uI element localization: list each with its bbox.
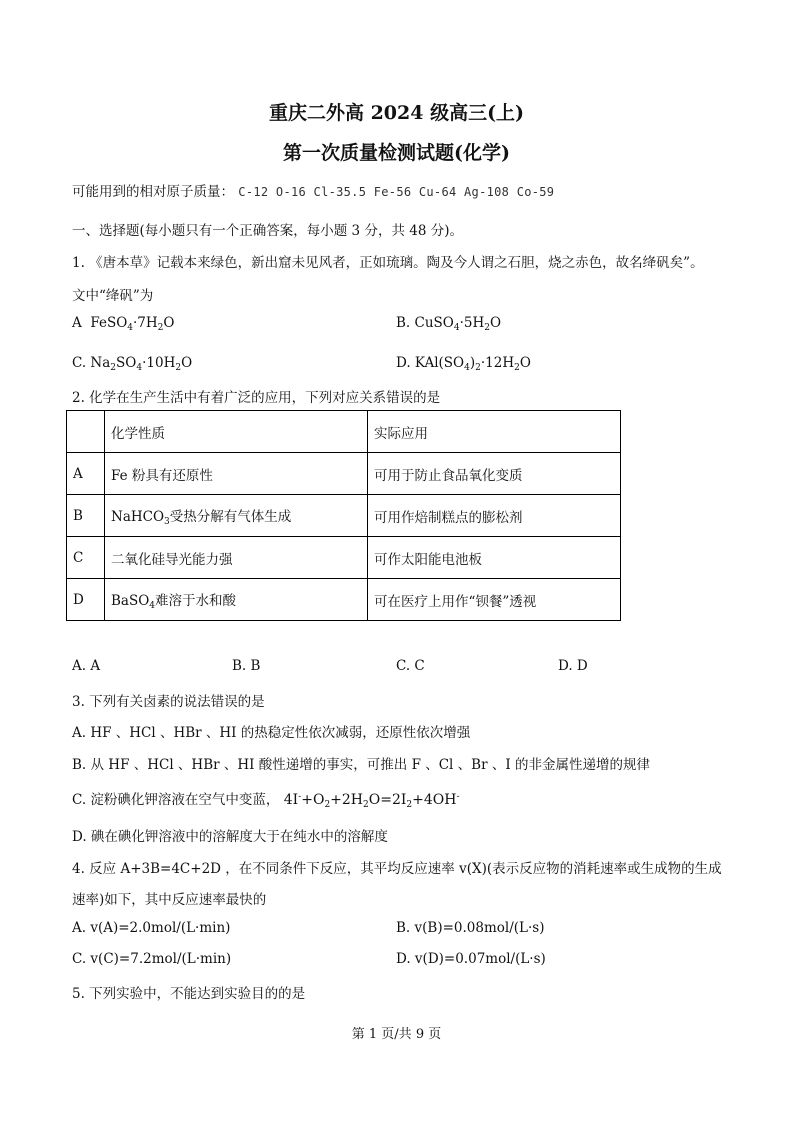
q1-option-a: A $FeSO_4\cdot 7H_2O$	[72, 315, 175, 333]
q3-option-d: D. 碘在碘化钾溶液中的溶解度大于在纯水中的溶解度	[72, 829, 388, 845]
q3-equation: $4I^-+O_2+2H_2O=2I_2+4OH^-$	[283, 792, 460, 810]
q2-option-b: B. B	[232, 658, 261, 674]
row-property: Fe 粉具有还原性	[105, 453, 368, 495]
q4-text: 4. 反应 A+3B=4C+2D ，在不同条件下反应，其平均反应速率 v(X)(表示反应物的消耗速率或生成物的生成	[72, 861, 722, 877]
q5-text: 5. 下列实验中，不能达到实验目的的是	[72, 986, 306, 1002]
q1-option-a-label: A	[72, 315, 82, 331]
section-heading: 一、选择题(每小题只有一个正确答案，每小题 3 分，共 48 分)。	[72, 223, 463, 239]
row-key: B	[67, 495, 105, 537]
table-row	[67, 495, 621, 537]
table-header-cell: 化学性质	[105, 411, 368, 453]
row-application: 可在医疗上用作“钡餐”透视	[368, 579, 621, 621]
row-application: 可用于防止食品氧化变质	[368, 453, 621, 495]
q1-option-b-label: B.	[396, 315, 411, 331]
property-text: 难溶于水和酸	[155, 592, 237, 609]
q3-option-b: B. 从 HF 、HCl 、HBr 、HI 酸性递增的事实，可推出 F 、Cl 、Br 、I 的非金属性递增的规律	[72, 757, 650, 773]
q3-option-c-text: C. 淀粉碘化钾溶液在空气中变蓝，	[72, 792, 280, 808]
q2-option-d: D. D	[558, 658, 588, 674]
formula-text: NaHCO	[111, 508, 165, 525]
q1-text: 1. 《唐本草》记载本来绿色，新出窟未见风者，正如琉璃。陶及今人谓之石胆，烧之赤色，故名绛矾矣”。	[72, 255, 704, 271]
row-property: 二氧化硅导光能力强	[105, 537, 368, 579]
q4-text-2: 速率)如下，其中反应速率最快的	[72, 892, 267, 908]
formula-subscript: 3	[164, 516, 170, 527]
table-row	[67, 453, 621, 495]
row-application: 可作太阳能电池板	[368, 537, 621, 579]
q1-text-2: 文中“绛矾”为	[72, 288, 154, 304]
q3-option-c	[72, 788, 460, 810]
table-row	[67, 579, 621, 621]
row-key: A	[67, 453, 105, 495]
formula-text: BaSO	[111, 592, 150, 609]
q1-option-d-label: D.	[396, 355, 411, 371]
q2-option-c: C. C	[396, 658, 425, 674]
atomic-mass-label: 可能用到的相对原子质量：	[72, 184, 234, 200]
q4-option-d: D. v(D)=0.07mol/(L·s)	[396, 951, 546, 967]
table-header-cell	[67, 411, 105, 453]
page-number: 第 1 页/共 9 页	[351, 1027, 442, 1042]
q1-option-c: C. $Na_2SO_4\cdot 10H_2O$	[72, 355, 193, 373]
q2-table	[66, 410, 621, 621]
q3-text: 3. 下列有关卤素的说法错误的是	[72, 694, 265, 710]
table-row	[67, 537, 621, 579]
atomic-mass-values: C-12 O-16 Cl-35.5 Fe-56 Cu-64 Ag-108 Co-59	[238, 185, 555, 199]
page-title: 重庆二外高 2024 级高三(上)	[268, 102, 525, 124]
q4-option-b: B. v(B)=0.08mol/(L·s)	[396, 920, 545, 936]
table-header-row	[67, 411, 621, 453]
formula-subscript: 4	[149, 600, 156, 611]
q1-option-b: B. $CuSO_4\cdot 5H_2O$	[396, 315, 502, 333]
page-subtitle: 第一次质量检测试题(化学)	[283, 142, 510, 164]
q4-option-a: A. v(A)=2.0mol/(L·min)	[72, 920, 231, 936]
row-key: D	[67, 579, 105, 621]
q3-option-a: A. HF 、HCl 、HBr 、HI 的热稳定性依次减弱，还原性依次增强	[72, 725, 471, 741]
row-key: C	[67, 537, 105, 579]
q2-text: 2. 化学在生产生活中有着广泛的应用，下列对应关系错误的是	[72, 390, 441, 406]
row-application: 可用作焙制糕点的膨松剂	[368, 495, 621, 537]
q2-option-a: A. A	[72, 658, 101, 674]
row-property	[105, 579, 368, 621]
q1-option-d: D. $KAl(SO_4)_2\cdot 12H_2O$	[396, 355, 531, 373]
q1-option-c-label: C.	[72, 355, 87, 371]
row-property	[105, 495, 368, 537]
atomic-mass-line	[72, 180, 554, 200]
property-text: 受热分解有气体生成	[169, 508, 292, 525]
table-header-cell: 实际应用	[368, 411, 621, 453]
q4-option-c: C. v(C)=7.2mol/(L·min)	[72, 951, 232, 967]
